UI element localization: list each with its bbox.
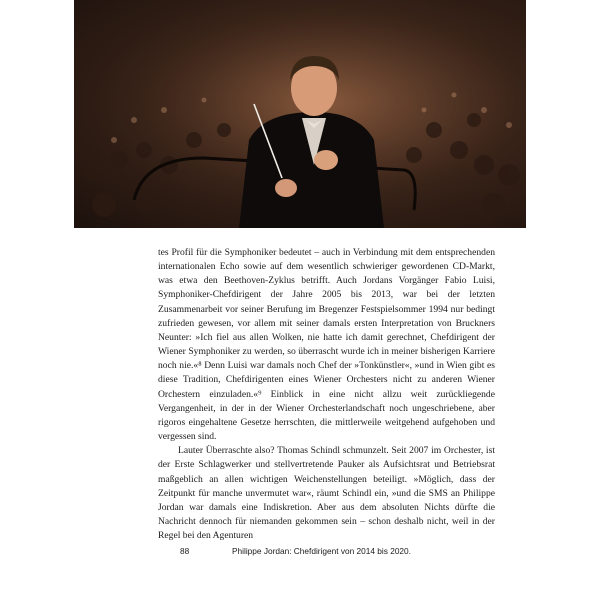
page-number: 88 <box>180 546 190 556</box>
conductor-photo <box>74 0 526 228</box>
paragraph: Lauter Überraschte also? Thomas Schindl schmunzelt. Seit 2007 im Orchester, ist der Erste Schlagwerker und stellvertretende Pauker als Aufsichtsrat und Betriebsrat maßgeblich an allen wichtigen Weichenstellungen beteiligt. »Möglich, dass der Zeitpunkt für manche unvermutet war«, räumt Schindl ein, »und die SMS an Philippe Jordan war damals eine Indiskretion. Aber aus dem absoluten Nichts dürfte die Nachricht dennoch für niemanden gekommen sein – schon deshalb nicht, weil in der Regel bei den Agenturen <box>158 445 495 542</box>
body-text <box>158 246 495 543</box>
conductor-photo-graphic <box>74 0 526 228</box>
paragraph: tes Profil für die Symphoniker bedeutet – auch in Verbindung mit dem entsprechenden internationalen Echo sowie auf dem wesentlich schwieriger gewordenen CD-Markt, was etwa den Beethoven-Zyklus betrifft. Auch Jordans Vorgänger Fabio Luisi, Symphoniker-Chefdirigent der Jahre 2005 bis 2013, war bei der letzten Zusammenarbeit vor seiner Berufung im Bregenzer Festspielsommer 1994 nur bedingt zufrieden gewesen, vor allem mit seiner damals ersten Interpretation von Bruckners Neunter: »Ich fiel aus allen Wolken, nie hatte ich damit gerechnet, Chefdirigent der Wiener Symphoniker zu werden, so überrascht wurde ich in meiner bisherigen Karriere noch nie.«⁸ Denn Luisi war damals noch Chef der »Tonkünstler«, »und in Wien gibt es diese Tradition, Chefdirigenten eines Wiener Orchesters nicht zu anderen Wiener Orchestern einzuladen.«⁹ Einblick in eine nicht allzu weit zurückliegende Vergangenheit, in der in der Wiener Orchesterlandschaft noch ungeschriebene, aber rigoros eingehaltene Gesetze herrschten, die mittlerweile weitgehend aufgehoben und vergessen sind. <box>158 247 495 443</box>
running-head: Philippe Jordan: Chefdirigent von 2014 bis 2020. <box>232 546 411 556</box>
